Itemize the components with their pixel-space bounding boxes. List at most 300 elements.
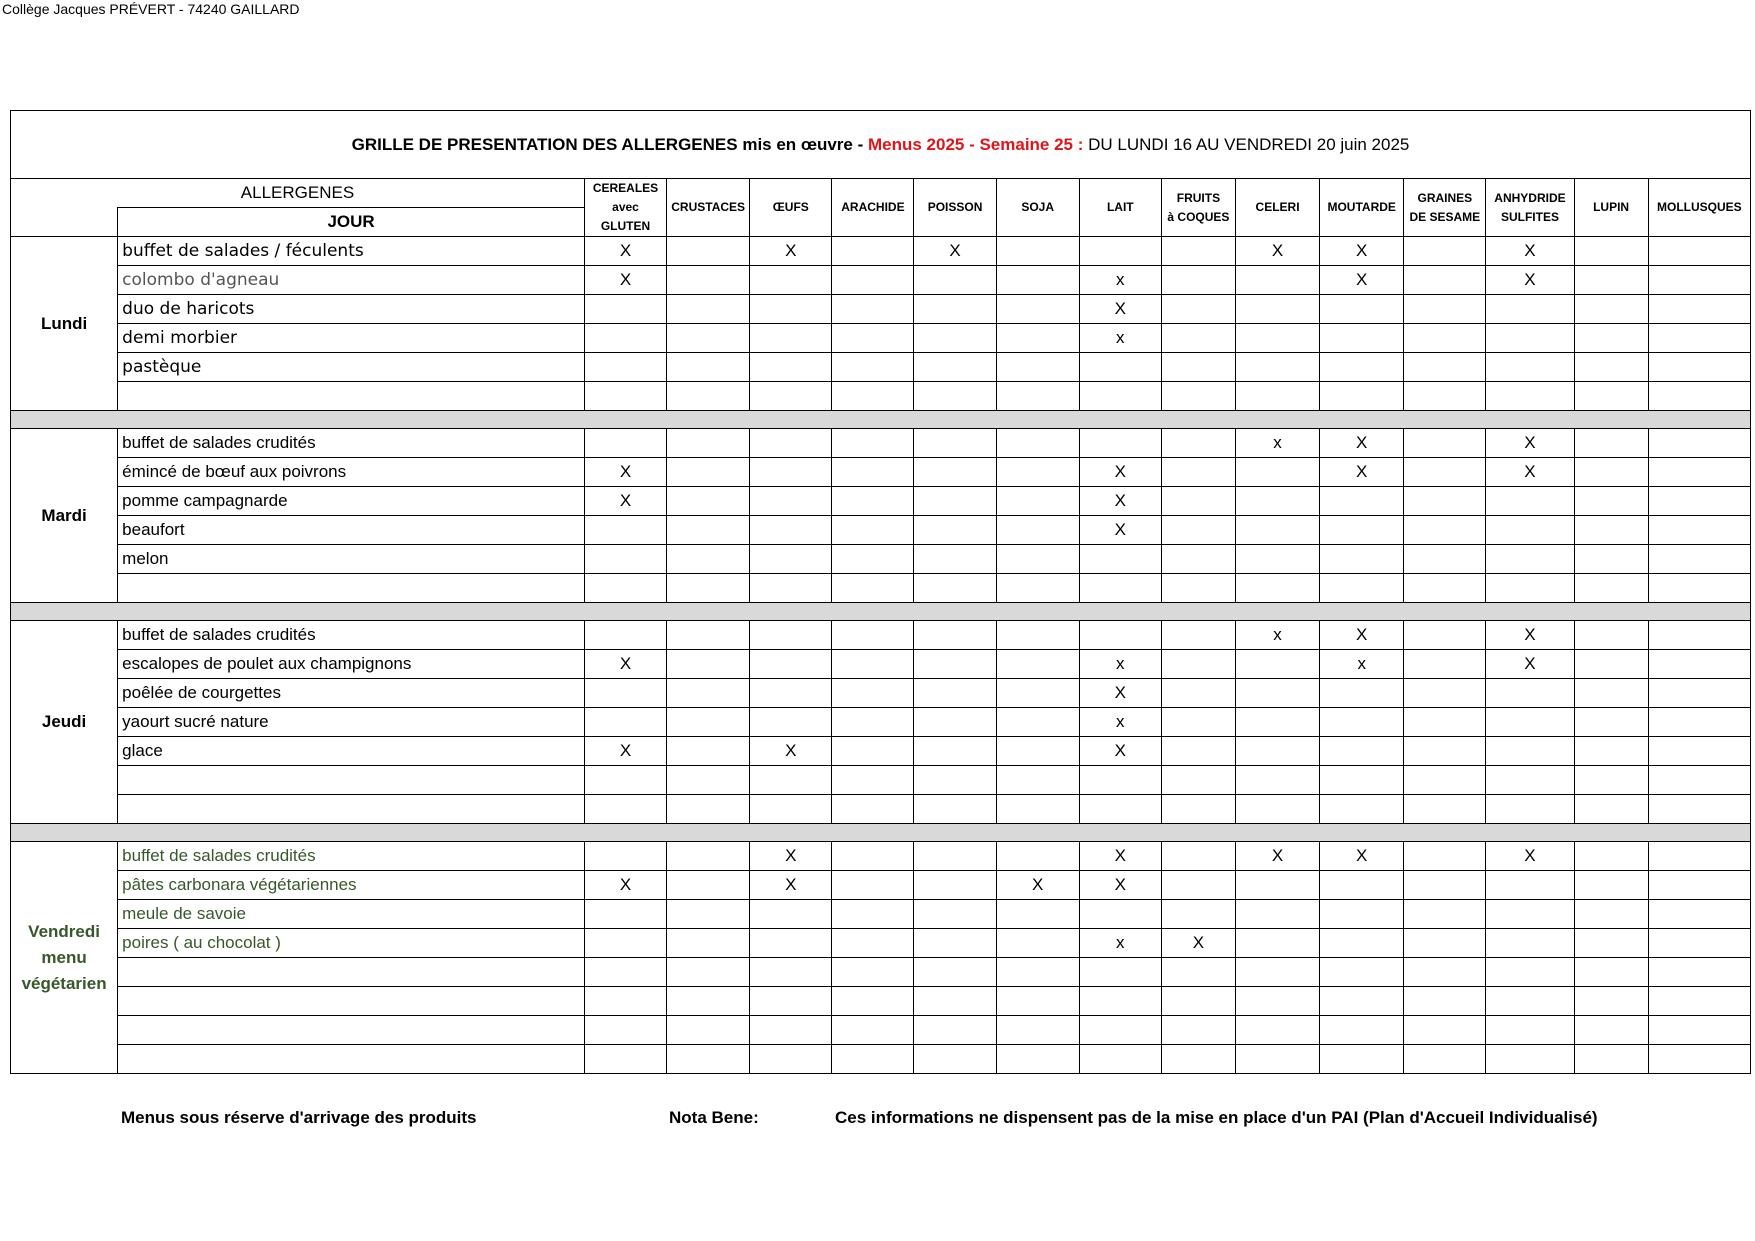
allergen-mark	[584, 574, 666, 603]
allergen-mark: X	[584, 737, 666, 766]
allergen-mark	[1079, 574, 1161, 603]
allergen-mark	[750, 382, 832, 411]
allergen-mark	[1320, 574, 1404, 603]
allergenes-label: ALLERGENES	[11, 179, 585, 208]
allergen-mark	[1320, 487, 1404, 516]
allergen-mark	[914, 871, 996, 900]
allergen-mark	[667, 679, 750, 708]
dish-name: colombo d'agneau	[118, 266, 585, 295]
allergen-mark	[1574, 958, 1648, 987]
allergen-mark	[1648, 987, 1750, 1016]
allergen-mark	[1404, 650, 1486, 679]
allergen-mark: X	[1320, 621, 1404, 650]
separator-cell	[11, 824, 1751, 842]
dish-name	[118, 1045, 585, 1074]
allergen-mark	[584, 324, 666, 353]
allergen-mark	[996, 545, 1079, 574]
allergen-mark	[832, 987, 914, 1016]
allergen-header	[1574, 179, 1648, 237]
allergen-mark	[667, 545, 750, 574]
allergen-mark	[832, 679, 914, 708]
allergen-mark	[1648, 900, 1750, 929]
allergen-mark	[667, 266, 750, 295]
allergen-mark	[1648, 266, 1750, 295]
allergen-mark	[750, 266, 832, 295]
allergen-mark	[1648, 737, 1750, 766]
allergen-header	[1486, 179, 1574, 237]
allergen-mark	[1486, 1016, 1574, 1045]
allergen-mark	[1574, 842, 1648, 871]
allergen-mark	[1161, 266, 1235, 295]
allergen-mark	[1648, 382, 1750, 411]
allergen-mark	[667, 621, 750, 650]
allergen-mark	[1320, 766, 1404, 795]
allergen-mark	[667, 516, 750, 545]
allergen-mark	[584, 958, 666, 987]
allergen-name-line: SULFITES	[1500, 209, 1559, 224]
allergen-header	[832, 179, 914, 237]
menu-row	[11, 766, 1751, 795]
allergen-mark	[1648, 1016, 1750, 1045]
allergen-mark	[750, 1016, 832, 1045]
dish-name: poêlée de courgettes	[118, 679, 585, 708]
allergen-header	[1235, 179, 1319, 237]
allergen-mark: x	[1079, 266, 1161, 295]
allergen-mark	[914, 487, 996, 516]
menu-row	[11, 900, 1751, 929]
allergen-mark	[996, 650, 1079, 679]
day-label	[11, 237, 118, 411]
allergen-mark	[914, 295, 996, 324]
allergen-header	[1648, 179, 1750, 237]
allergen-name-line: CEREALES	[592, 181, 659, 195]
allergen-name-line: MOLLUSQUES	[1656, 200, 1742, 214]
allergen-mark	[1404, 516, 1486, 545]
day-label	[11, 621, 118, 824]
allergen-mark	[1235, 487, 1319, 516]
allergen-mark	[996, 266, 1079, 295]
dish-name: pomme campagnarde	[118, 487, 585, 516]
allergen-mark	[1320, 679, 1404, 708]
allergen-name-line: LAIT	[1106, 200, 1134, 214]
allergen-mark	[1486, 487, 1574, 516]
allergen-mark	[1320, 987, 1404, 1016]
allergen-mark	[1574, 929, 1648, 958]
allergen-mark: X	[584, 458, 666, 487]
footer-nota-bene: Nota Bene:	[669, 1108, 759, 1127]
dish-name: beaufort	[118, 516, 585, 545]
allergen-mark	[914, 324, 996, 353]
allergen-mark	[1648, 708, 1750, 737]
allergen-name-line: ANHYDRIDE	[1494, 190, 1566, 205]
allergen-mark	[1574, 324, 1648, 353]
allergen-mark	[1235, 958, 1319, 987]
allergen-mark	[832, 237, 914, 266]
allergen-mark	[1574, 545, 1648, 574]
allergen-mark: X	[1320, 842, 1404, 871]
allergen-mark	[667, 382, 750, 411]
allergen-mark	[1648, 237, 1750, 266]
allergen-mark	[832, 429, 914, 458]
menu-row	[11, 295, 1751, 324]
allergen-mark	[832, 545, 914, 574]
allergen-mark	[914, 929, 996, 958]
allergen-mark	[996, 324, 1079, 353]
allergen-mark	[1486, 871, 1574, 900]
jour-label: JOUR	[118, 208, 585, 237]
allergen-mark	[1574, 574, 1648, 603]
allergen-mark	[1235, 574, 1319, 603]
allergen-mark	[750, 958, 832, 987]
menu-row	[11, 458, 1751, 487]
allergen-mark	[584, 1016, 666, 1045]
allergen-mark	[1161, 324, 1235, 353]
dish-name: pâtes carbonara végétariennes	[118, 871, 585, 900]
allergen-name-line: ŒUFS	[772, 200, 809, 214]
allergen-mark	[1320, 737, 1404, 766]
allergen-mark	[832, 382, 914, 411]
allergen-name-line: avec	[612, 200, 639, 214]
allergen-mark	[832, 842, 914, 871]
allergen-name-line: MOUTARDE	[1327, 200, 1396, 214]
dish-name	[118, 1016, 585, 1045]
allergen-mark	[1648, 295, 1750, 324]
allergen-mark	[667, 574, 750, 603]
allergen-mark	[1486, 382, 1574, 411]
allergen-mark	[1404, 237, 1486, 266]
allergen-name-line: POISSON	[927, 200, 983, 214]
allergen-mark	[1235, 545, 1319, 574]
allergen-mark	[1486, 295, 1574, 324]
menu-row	[11, 1045, 1751, 1074]
allergen-name-line: à COQUES	[1167, 209, 1230, 224]
allergen-mark: X	[1320, 237, 1404, 266]
allergen-mark	[1404, 545, 1486, 574]
allergen-mark	[1235, 382, 1319, 411]
allergen-mark	[1161, 545, 1235, 574]
allergen-mark	[1161, 458, 1235, 487]
allergen-mark	[1161, 679, 1235, 708]
allergen-mark	[832, 621, 914, 650]
allergen-mark	[1574, 266, 1648, 295]
dish-name: pastèque	[118, 353, 585, 382]
allergen-mark	[1404, 1016, 1486, 1045]
allergen-mark	[914, 842, 996, 871]
allergen-mark	[996, 708, 1079, 737]
allergen-mark: X	[750, 237, 832, 266]
dish-name: buffet de salades crudités	[118, 842, 585, 871]
menu-row	[11, 353, 1751, 382]
allergen-mark: x	[1079, 650, 1161, 679]
allergen-mark	[584, 766, 666, 795]
allergen-mark	[1574, 429, 1648, 458]
dish-name	[118, 382, 585, 411]
allergen-mark	[914, 900, 996, 929]
allergen-mark	[1235, 295, 1319, 324]
allergen-mark	[1648, 842, 1750, 871]
allergen-mark	[1161, 871, 1235, 900]
allergen-mark	[584, 429, 666, 458]
allergen-mark	[1486, 737, 1574, 766]
allergen-mark	[1574, 1045, 1648, 1074]
dish-name: poires ( au chocolat )	[118, 929, 585, 958]
allergen-mark	[1235, 516, 1319, 545]
allergen-mark	[996, 516, 1079, 545]
allergen-mark	[750, 621, 832, 650]
allergen-mark	[1574, 737, 1648, 766]
day-separator	[11, 824, 1751, 842]
allergen-mark	[832, 516, 914, 545]
allergen-mark	[1648, 679, 1750, 708]
allergen-mark	[1161, 650, 1235, 679]
menu-row	[11, 708, 1751, 737]
allergen-mark	[584, 708, 666, 737]
allergen-mark: X	[1486, 458, 1574, 487]
allergen-mark	[1161, 900, 1235, 929]
allergen-mark	[750, 324, 832, 353]
allergen-mark	[1235, 353, 1319, 382]
allergen-mark	[1648, 487, 1750, 516]
allergen-mark	[1079, 900, 1161, 929]
allergen-mark	[996, 958, 1079, 987]
allergen-mark	[1320, 708, 1404, 737]
allergen-mark	[1486, 929, 1574, 958]
allergen-mark: X	[750, 842, 832, 871]
allergen-mark	[832, 958, 914, 987]
allergen-mark	[584, 353, 666, 382]
allergen-mark: X	[1320, 429, 1404, 458]
menu-row	[11, 958, 1751, 987]
allergen-mark	[1320, 382, 1404, 411]
allergen-mark	[1235, 766, 1319, 795]
title-part1: GRILLE DE PRESENTATION DES ALLERGENES mis en œuvre -	[351, 134, 868, 154]
allergen-mark	[584, 516, 666, 545]
allergen-mark	[914, 574, 996, 603]
menu-row	[11, 545, 1751, 574]
day-column-header	[11, 208, 118, 237]
allergen-mark	[1161, 429, 1235, 458]
allergen-mark	[667, 766, 750, 795]
allergen-mark	[1235, 987, 1319, 1016]
allergen-mark	[1574, 382, 1648, 411]
allergen-mark	[832, 650, 914, 679]
allergen-mark	[584, 842, 666, 871]
allergen-mark: X	[1079, 842, 1161, 871]
allergen-mark	[914, 795, 996, 824]
allergen-mark	[1404, 382, 1486, 411]
allergen-mark: x	[1235, 429, 1319, 458]
allergen-header	[750, 179, 832, 237]
allergen-name-line: ARACHIDE	[841, 200, 905, 214]
allergen-mark: x	[1320, 650, 1404, 679]
allergen-name-line: GLUTEN	[600, 219, 651, 233]
dish-name: yaourt sucré nature	[118, 708, 585, 737]
allergen-mark	[1486, 987, 1574, 1016]
allergen-mark	[1648, 929, 1750, 958]
allergen-mark	[1161, 958, 1235, 987]
allergen-mark: X	[1079, 737, 1161, 766]
allergen-mark: X	[1161, 929, 1235, 958]
allergen-mark	[832, 353, 914, 382]
allergen-mark	[1404, 574, 1486, 603]
allergen-mark	[1404, 458, 1486, 487]
allergen-mark	[584, 545, 666, 574]
allergen-mark	[1648, 516, 1750, 545]
menu-row	[11, 429, 1751, 458]
allergen-mark	[1574, 679, 1648, 708]
dish-name	[118, 795, 585, 824]
menu-row	[11, 487, 1751, 516]
allergen-mark	[1404, 958, 1486, 987]
allergen-mark	[1404, 266, 1486, 295]
allergen-mark: X	[750, 871, 832, 900]
allergen-mark	[667, 324, 750, 353]
allergen-mark	[832, 929, 914, 958]
allergen-mark	[667, 929, 750, 958]
allergen-mark	[1404, 295, 1486, 324]
allergen-grid	[10, 110, 1751, 1074]
day-separator	[11, 411, 1751, 429]
allergen-mark	[996, 458, 1079, 487]
allergen-mark: X	[1486, 429, 1574, 458]
allergen-mark: X	[750, 737, 832, 766]
dish-name: buffet de salades crudités	[118, 429, 585, 458]
allergen-mark	[1320, 545, 1404, 574]
allergen-mark	[1161, 295, 1235, 324]
allergen-mark	[914, 429, 996, 458]
allergen-mark	[750, 545, 832, 574]
allergen-mark	[1648, 958, 1750, 987]
allergen-mark: x	[1079, 324, 1161, 353]
allergen-mark	[1404, 766, 1486, 795]
allergen-mark	[1079, 429, 1161, 458]
allergen-name-line: CRUSTACES	[671, 200, 746, 214]
allergen-mark	[750, 900, 832, 929]
allergen-mark	[914, 621, 996, 650]
allergen-mark	[832, 1045, 914, 1074]
dish-name	[118, 574, 585, 603]
allergen-mark	[750, 708, 832, 737]
allergen-mark: X	[1079, 295, 1161, 324]
allergen-mark	[1574, 516, 1648, 545]
allergen-mark	[914, 708, 996, 737]
allergen-mark	[1161, 353, 1235, 382]
menu-row	[11, 987, 1751, 1016]
menu-row	[11, 842, 1751, 871]
allergen-mark	[1235, 795, 1319, 824]
allergen-mark	[1161, 737, 1235, 766]
allergen-mark	[914, 1045, 996, 1074]
allergen-mark	[1404, 842, 1486, 871]
footer-reserve-note: Menus sous réserve d'arrivage des produits	[121, 1108, 477, 1127]
allergen-mark	[1404, 487, 1486, 516]
allergen-mark	[1486, 324, 1574, 353]
allergen-mark	[1161, 237, 1235, 266]
allergen-mark	[1648, 621, 1750, 650]
allergen-mark	[914, 650, 996, 679]
day-label	[11, 429, 118, 603]
allergen-mark	[1486, 1045, 1574, 1074]
allergen-mark	[750, 516, 832, 545]
allergen-mark	[1574, 650, 1648, 679]
day-name-line: Lundi	[40, 313, 88, 333]
allergen-mark	[996, 574, 1079, 603]
allergen-mark	[1404, 353, 1486, 382]
dish-name: émincé de bœuf aux poivrons	[118, 458, 585, 487]
allergen-mark	[1320, 516, 1404, 545]
allergen-mark	[914, 516, 996, 545]
allergen-mark	[1486, 545, 1574, 574]
allergen-header	[914, 179, 996, 237]
allergen-mark	[832, 900, 914, 929]
allergen-mark	[1404, 987, 1486, 1016]
allergen-mark	[1648, 1045, 1750, 1074]
allergen-mark	[1648, 795, 1750, 824]
menu-row	[11, 574, 1751, 603]
allergen-mark	[1161, 516, 1235, 545]
day-name-line: Jeudi	[41, 712, 87, 731]
allergen-name-line: FRUITS	[1176, 190, 1221, 205]
allergen-mark	[1320, 1045, 1404, 1074]
allergen-mark	[996, 382, 1079, 411]
allergen-mark	[1079, 353, 1161, 382]
allergen-mark	[1648, 766, 1750, 795]
allergen-header	[1161, 179, 1235, 237]
allergen-mark	[1648, 871, 1750, 900]
dish-name	[118, 766, 585, 795]
allergen-mark	[1574, 987, 1648, 1016]
allergen-mark	[750, 574, 832, 603]
day-name-line: végétarien	[21, 973, 107, 993]
menu-row	[11, 621, 1751, 650]
allergen-mark	[750, 650, 832, 679]
allergen-mark	[1648, 324, 1750, 353]
allergen-mark	[750, 458, 832, 487]
allergen-mark	[584, 900, 666, 929]
allergen-mark	[584, 987, 666, 1016]
separator-cell	[11, 411, 1751, 429]
allergen-mark	[667, 987, 750, 1016]
menu-row	[11, 795, 1751, 824]
allergen-mark	[996, 842, 1079, 871]
allergen-name-line: SOJA	[1021, 200, 1054, 214]
allergen-mark	[1486, 795, 1574, 824]
allergen-mark: X	[1079, 871, 1161, 900]
menu-row	[11, 266, 1751, 295]
allergen-mark	[1320, 900, 1404, 929]
allergen-mark	[996, 1016, 1079, 1045]
allergen-name-line: GRAINES	[1417, 190, 1473, 205]
allergen-mark	[667, 900, 750, 929]
title-week: Menus 2025 - Semaine 25 :	[867, 134, 1084, 154]
allergen-mark	[584, 929, 666, 958]
allergen-mark	[584, 295, 666, 324]
menu-row	[11, 1016, 1751, 1045]
allergen-mark: X	[1486, 650, 1574, 679]
allergen-mark	[914, 382, 996, 411]
allergen-mark	[1404, 679, 1486, 708]
allergen-mark	[832, 1016, 914, 1045]
allergen-mark	[1404, 929, 1486, 958]
allergen-mark	[914, 266, 996, 295]
allergen-mark	[667, 237, 750, 266]
allergen-mark	[1320, 929, 1404, 958]
menu-row	[11, 516, 1751, 545]
allergen-name-line: LUPIN	[1593, 200, 1630, 214]
allergen-mark	[1235, 708, 1319, 737]
dish-name: buffet de salades crudités	[118, 621, 585, 650]
allergen-mark	[1320, 795, 1404, 824]
